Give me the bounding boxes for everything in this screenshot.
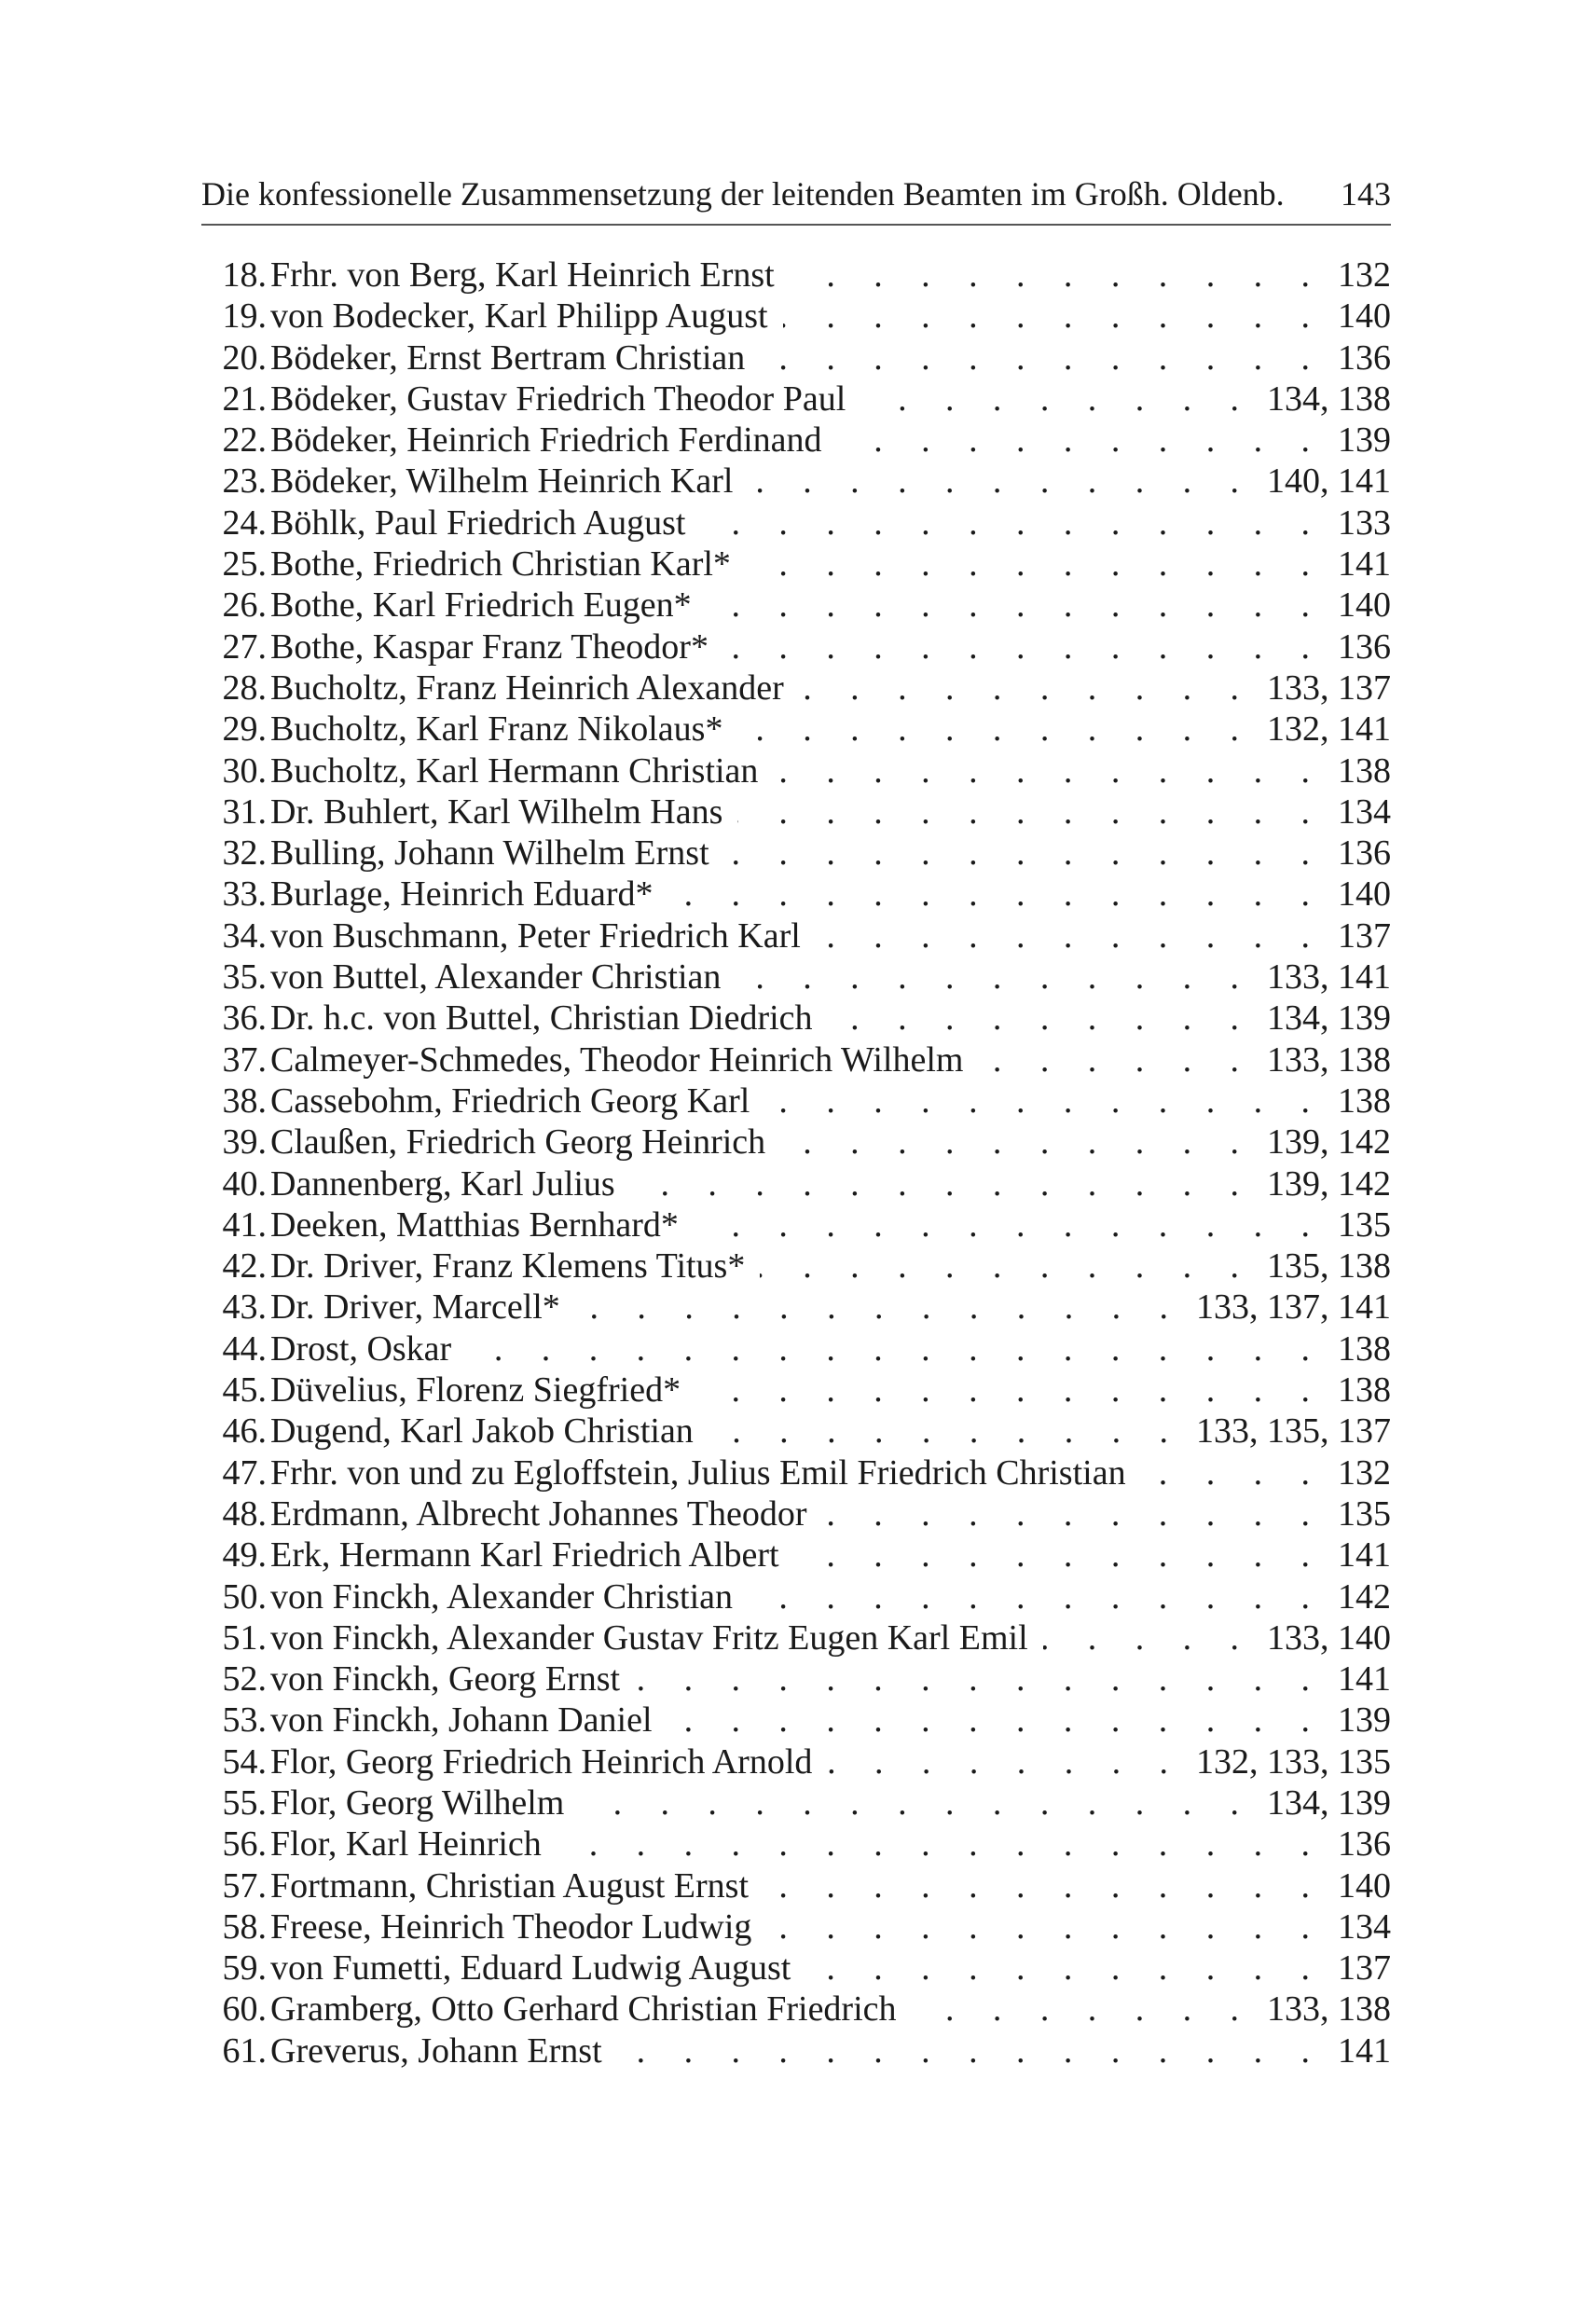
entry-name: von Finckh, Georg Ernst <box>270 1659 621 1700</box>
entry-number: 37. <box>222 1039 267 1080</box>
entry-name: von Bodecker, Karl Philipp August <box>270 296 768 337</box>
list-item <box>196 1534 1391 1576</box>
list-item <box>196 874 1391 915</box>
list-item <box>196 461 1391 502</box>
entry-number: 29. <box>222 709 267 750</box>
entry-pages: 140 <box>1338 296 1391 337</box>
entry-number: 24. <box>222 502 267 543</box>
dot-leader <box>270 1865 1391 1906</box>
entry-pages: 132, 133, 135 <box>1196 1741 1391 1782</box>
entry-number: 25. <box>222 544 267 585</box>
list-item <box>196 1369 1391 1411</box>
dot-leader <box>270 956 1391 998</box>
entry-pages: 138 <box>1338 1080 1391 1121</box>
list-item <box>196 1617 1391 1658</box>
entry-number: 21. <box>222 378 267 419</box>
entry-pages: 133, 138 <box>1267 1989 1391 2030</box>
list-item <box>196 378 1391 420</box>
entry-number: 49. <box>222 1535 267 1576</box>
dot-leader <box>270 1039 1391 1080</box>
dot-leader <box>270 1617 1391 1658</box>
entry-pages: 136 <box>1338 833 1391 874</box>
entry-pages: 134, 138 <box>1267 378 1391 419</box>
entry-pages: 139 <box>1338 1700 1391 1741</box>
entry-pages: 135 <box>1338 1493 1391 1534</box>
entry-pages: 133, 137, 141 <box>1196 1287 1391 1328</box>
entry-name: Greverus, Johann Ernst <box>270 2030 602 2071</box>
entry-number: 22. <box>222 420 267 461</box>
dot-leader <box>270 874 1391 915</box>
entry-pages: 139 <box>1338 420 1391 461</box>
entry-pages: 133 <box>1338 502 1391 543</box>
list-item <box>196 626 1391 667</box>
list-item <box>196 1080 1391 1122</box>
entry-number: 61. <box>222 2030 267 2071</box>
entry-number: 42. <box>222 1246 267 1287</box>
entry-name: Cassebohm, Friedrich Georg Karl <box>270 1080 750 1121</box>
entry-name: Bödeker, Heinrich Friedrich Ferdinand <box>270 420 822 461</box>
entry-name: Bothe, Friedrich Christian Karl* <box>270 544 731 585</box>
entry-pages: 141 <box>1338 2030 1391 2071</box>
entry-number: 30. <box>222 750 267 791</box>
entry-number: 53. <box>222 1700 267 1741</box>
dot-leader <box>270 998 1391 1039</box>
entry-pages: 134, 139 <box>1267 998 1391 1039</box>
dot-leader <box>270 1741 1391 1782</box>
entry-number: 51. <box>222 1617 267 1658</box>
entry-pages: 137 <box>1338 915 1391 956</box>
entry-number: 52. <box>222 1659 267 1700</box>
entry-number: 57. <box>222 1865 267 1906</box>
list-item <box>196 1906 1391 1947</box>
dot-leader <box>270 1163 1391 1204</box>
list-item <box>196 915 1391 956</box>
entry-name: Dannenberg, Karl Julius <box>270 1163 615 1204</box>
entry-name: Frhr. von und zu Egloffstein, Julius Emil Friedrich Christian <box>270 1452 1126 1493</box>
entry-number: 45. <box>222 1370 267 1411</box>
entry-number: 58. <box>222 1906 267 1947</box>
dot-leader <box>270 915 1391 956</box>
entry-pages: 132 <box>1338 255 1391 295</box>
entry-name: Freese, Heinrich Theodor Ludwig <box>270 1906 752 1947</box>
dot-leader <box>270 1122 1391 1163</box>
entry-number: 59. <box>222 1948 267 1989</box>
entry-number: 34. <box>222 915 267 956</box>
list-item <box>196 1700 1391 1741</box>
list-item <box>196 1411 1391 1452</box>
dot-leader <box>270 1658 1391 1700</box>
entry-number: 19. <box>222 296 267 337</box>
running-title: Die konfessionelle Zusammensetzung der leitenden Beamten im Großh. Oldenb. <box>201 175 1285 213</box>
entry-name: Drost, Oskar <box>270 1328 452 1369</box>
dot-leader <box>270 1782 1391 1823</box>
dot-leader <box>270 1906 1391 1947</box>
entry-pages: 133, 138 <box>1267 1039 1391 1080</box>
entry-pages: 132 <box>1338 1452 1391 1493</box>
entry-name: Bödeker, Ernst Bertram Christian <box>270 337 746 378</box>
dot-leader <box>270 585 1391 626</box>
entry-name: von Finckh, Alexander Gustav Fritz Eugen Karl Emil <box>270 1617 1028 1658</box>
list-item <box>196 750 1391 791</box>
list-item <box>196 544 1391 585</box>
list-item <box>196 1782 1391 1823</box>
entry-pages: 138 <box>1338 1370 1391 1411</box>
list-item <box>196 1452 1391 1493</box>
entry-pages: 138 <box>1338 750 1391 791</box>
dot-leader <box>270 502 1391 544</box>
entry-name: Flor, Georg Friedrich Heinrich Arnold <box>270 1741 813 1782</box>
entry-name: Erdmann, Albrecht Johannes Theodor <box>270 1493 807 1534</box>
list-item <box>196 502 1391 544</box>
dot-leader <box>270 1700 1391 1741</box>
entry-name: Bucholtz, Franz Heinrich Alexander <box>270 667 784 708</box>
entry-pages: 137 <box>1338 1948 1391 1989</box>
entry-number: 31. <box>222 791 267 832</box>
dot-leader <box>270 1989 1391 2030</box>
dot-leader <box>270 461 1391 502</box>
list-item <box>196 1287 1391 1328</box>
dot-leader <box>270 1493 1391 1534</box>
entry-number: 26. <box>222 585 267 626</box>
entry-pages: 140, 141 <box>1267 461 1391 502</box>
entry-name: Calmeyer-Schmedes, Theodor Heinrich Wilhelm <box>270 1039 964 1080</box>
entry-pages: 133, 137 <box>1267 667 1391 708</box>
entry-name: Deeken, Matthias Bernhard* <box>270 1204 679 1245</box>
entry-number: 36. <box>222 998 267 1039</box>
entry-name: Bothe, Kaspar Franz Theodor* <box>270 626 709 667</box>
list-item <box>196 1576 1391 1617</box>
entry-pages: 140 <box>1338 1865 1391 1906</box>
entry-pages: 141 <box>1338 1659 1391 1700</box>
entry-number: 32. <box>222 833 267 874</box>
entry-pages: 136 <box>1338 626 1391 667</box>
dot-leader <box>270 2030 1391 2071</box>
list-item <box>196 1865 1391 1906</box>
entry-pages: 132, 141 <box>1267 709 1391 750</box>
entry-pages: 135, 138 <box>1267 1246 1391 1287</box>
list-item <box>196 1122 1391 1163</box>
dot-leader <box>270 1328 1391 1369</box>
dot-leader <box>270 420 1391 461</box>
dot-leader <box>270 791 1391 833</box>
entry-pages: 140 <box>1338 585 1391 626</box>
list-item <box>196 1163 1391 1204</box>
entry-number: 48. <box>222 1493 267 1534</box>
dot-leader <box>270 1080 1391 1122</box>
running-header <box>201 173 1391 214</box>
entry-name: Flor, Karl Heinrich <box>270 1824 542 1865</box>
list-item <box>196 1741 1391 1782</box>
entry-name: von Finckh, Alexander Christian <box>270 1576 734 1617</box>
entry-pages: 133, 140 <box>1267 1617 1391 1658</box>
entry-name: Bucholtz, Karl Franz Nikolaus* <box>270 709 723 750</box>
dot-leader <box>270 1245 1391 1287</box>
list-item <box>196 585 1391 626</box>
entry-name: Gramberg, Otto Gerhard Christian Friedrich <box>270 1989 897 2030</box>
entry-pages: 141 <box>1338 1535 1391 1576</box>
dot-leader <box>270 255 1391 296</box>
entry-pages: 133, 141 <box>1267 957 1391 998</box>
entry-number: 43. <box>222 1287 267 1328</box>
dot-leader <box>270 626 1391 667</box>
entry-pages: 134, 139 <box>1267 1782 1391 1823</box>
list-item <box>196 1947 1391 1989</box>
entry-number: 60. <box>222 1989 267 2030</box>
entry-number: 40. <box>222 1163 267 1204</box>
entry-name: Bödeker, Gustav Friedrich Theodor Paul <box>270 378 846 419</box>
entry-pages: 135 <box>1338 1204 1391 1245</box>
entry-number: 35. <box>222 957 267 998</box>
dot-leader <box>270 1452 1391 1493</box>
entry-name: Dr. Buhlert, Karl Wilhelm Hans <box>270 791 723 832</box>
list-item <box>196 255 1391 296</box>
entry-name: Bödeker, Wilhelm Heinrich Karl <box>270 461 734 502</box>
list-item <box>196 667 1391 709</box>
name-index-list <box>196 255 1391 2071</box>
entry-number: 41. <box>222 1204 267 1245</box>
entry-number: 56. <box>222 1824 267 1865</box>
dot-leader <box>270 296 1391 337</box>
dot-leader <box>270 337 1391 378</box>
list-item <box>196 1658 1391 1700</box>
entry-number: 23. <box>222 461 267 502</box>
entry-pages: 141 <box>1338 544 1391 585</box>
dot-leader <box>270 1411 1391 1452</box>
entry-name: Dr. Driver, Franz Klemens Titus* <box>270 1246 746 1287</box>
list-item <box>196 956 1391 998</box>
list-item <box>196 420 1391 461</box>
entry-name: Düvelius, Florenz Siegfried* <box>270 1370 681 1411</box>
entry-number: 44. <box>222 1328 267 1369</box>
dot-leader <box>270 1947 1391 1989</box>
entry-number: 55. <box>222 1782 267 1823</box>
entry-name: Flor, Georg Wilhelm <box>270 1782 565 1823</box>
entry-number: 20. <box>222 337 267 378</box>
dot-leader <box>270 750 1391 791</box>
list-item <box>196 296 1391 337</box>
list-item <box>196 1823 1391 1865</box>
dot-leader <box>270 544 1391 585</box>
list-item <box>196 833 1391 874</box>
list-item <box>196 1328 1391 1369</box>
entry-name: Dr. Driver, Marcell* <box>270 1287 560 1328</box>
dot-leader <box>270 1204 1391 1245</box>
entry-name: Bothe, Karl Friedrich Eugen* <box>270 585 692 626</box>
entry-pages: 139, 142 <box>1267 1163 1391 1204</box>
entry-pages: 139, 142 <box>1267 1122 1391 1163</box>
dot-leader <box>270 709 1391 750</box>
list-item <box>196 337 1391 378</box>
entry-name: Böhlk, Paul Friedrich August <box>270 502 686 543</box>
entry-pages: 138 <box>1338 1328 1391 1369</box>
list-item <box>196 998 1391 1039</box>
dot-leader <box>270 667 1391 709</box>
list-item <box>196 1204 1391 1245</box>
entry-pages: 134 <box>1338 1906 1391 1947</box>
entry-name: Bucholtz, Karl Hermann Christian <box>270 750 759 791</box>
header-rule <box>201 224 1391 226</box>
entry-pages: 136 <box>1338 337 1391 378</box>
entry-name: Dugend, Karl Jakob Christian <box>270 1411 694 1452</box>
entry-name: von Fumetti, Eduard Ludwig August <box>270 1948 791 1989</box>
list-item <box>196 1245 1391 1287</box>
dot-leader <box>270 833 1391 874</box>
dot-leader <box>270 1287 1391 1328</box>
list-item <box>196 1493 1391 1534</box>
dot-leader <box>270 1534 1391 1576</box>
page-number: 143 <box>1341 175 1391 213</box>
entry-name: von Buschmann, Peter Friedrich Karl <box>270 915 801 956</box>
entry-name: Claußen, Friedrich Georg Heinrich <box>270 1122 766 1163</box>
list-item <box>196 1989 1391 2030</box>
entry-number: 50. <box>222 1576 267 1617</box>
entry-name: Frhr. von Berg, Karl Heinrich Ernst <box>270 255 775 295</box>
entry-name: Dr. h.c. von Buttel, Christian Diedrich <box>270 998 813 1039</box>
entry-pages: 142 <box>1338 1576 1391 1617</box>
entry-name: Erk, Hermann Karl Friedrich Albert <box>270 1535 779 1576</box>
entry-number: 46. <box>222 1411 267 1452</box>
entry-name: Burlage, Heinrich Eduard* <box>270 874 654 915</box>
entry-pages: 140 <box>1338 874 1391 915</box>
entry-name: Fortmann, Christian August Ernst <box>270 1865 749 1906</box>
entry-name: Bulling, Johann Wilhelm Ernst <box>270 833 709 874</box>
dot-leader <box>270 1576 1391 1617</box>
entry-number: 33. <box>222 874 267 915</box>
list-item <box>196 791 1391 833</box>
entry-number: 38. <box>222 1080 267 1121</box>
entry-name: von Finckh, Johann Daniel <box>270 1700 653 1741</box>
entry-pages: 136 <box>1338 1824 1391 1865</box>
dot-leader <box>270 378 1391 420</box>
list-item <box>196 1039 1391 1080</box>
entry-name: von Buttel, Alexander Christian <box>270 957 722 998</box>
dot-leader <box>270 1823 1391 1865</box>
entry-number: 47. <box>222 1452 267 1493</box>
entry-number: 18. <box>222 255 267 295</box>
dot-leader <box>270 1369 1391 1411</box>
entry-pages: 133, 135, 137 <box>1196 1411 1391 1452</box>
list-item <box>196 2030 1391 2071</box>
entry-pages: 134 <box>1338 791 1391 832</box>
list-item <box>196 709 1391 750</box>
entry-number: 28. <box>222 667 267 708</box>
entry-number: 27. <box>222 626 267 667</box>
entry-number: 54. <box>222 1741 267 1782</box>
entry-number: 39. <box>222 1122 267 1163</box>
